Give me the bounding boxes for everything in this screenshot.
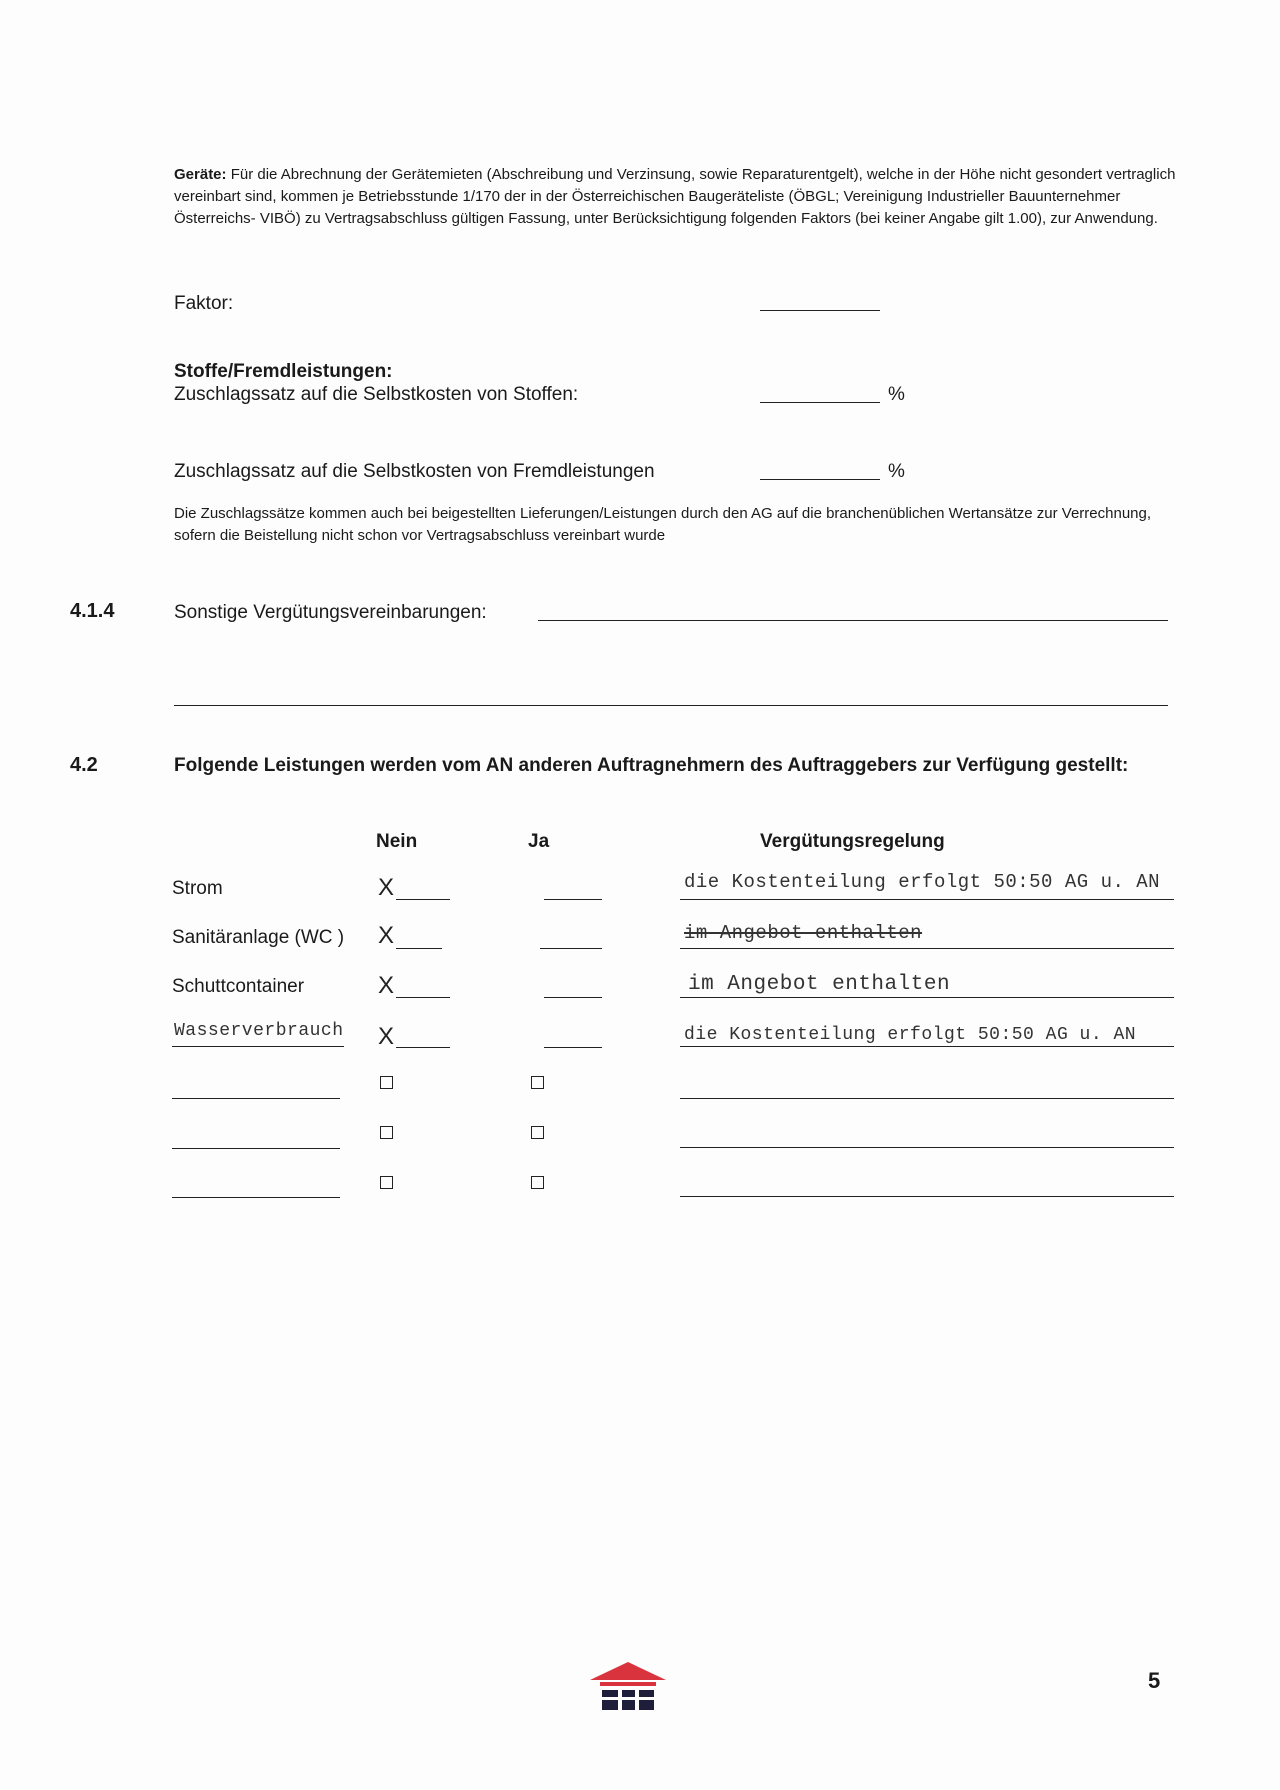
ja-checkbox[interactable]: [531, 1176, 544, 1189]
ja-field[interactable]: [540, 948, 602, 949]
logo-roof: [590, 1662, 666, 1680]
page-number: 5: [1148, 1668, 1161, 1693]
row-name: Wasserverbrauch: [174, 1021, 344, 1041]
faktor-field[interactable]: [760, 310, 880, 311]
stoffe-zuschlag-field[interactable]: [760, 402, 880, 403]
ja-field[interactable]: [544, 899, 602, 900]
fremd-zuschlag-field[interactable]: [760, 479, 880, 480]
row-name-field[interactable]: [172, 1197, 340, 1198]
regelung-field[interactable]: [680, 1147, 1174, 1148]
zuschlag-note: Die Zuschlagssätze kommen auch bei beigestellten Lieferungen/Leistungen durch den AG auf die branchenüblichen Wertansätze zur Verrechnung, sofern die Beistellung nicht schon vor Vertragsabschluss vereinbart wurde: [174, 505, 1152, 544]
nein-field[interactable]: [396, 997, 450, 998]
regelung-value: die Kostenteilung erfolgt 50:50 AG u. AN: [684, 1025, 1137, 1045]
nein-checkmark: X: [378, 922, 395, 949]
fremd-percent: %: [888, 461, 905, 482]
ja-field[interactable]: [544, 1047, 602, 1048]
sonstige-field-2[interactable]: [174, 705, 1168, 706]
regelung-field[interactable]: [680, 1046, 1174, 1047]
nein-checkmark: X: [378, 972, 395, 999]
regelung-value: im Angebot enthalten: [688, 973, 951, 996]
section-42-heading: Folgende Leistungen werden vom AN anderen Auftragnehmern des Auftraggebers zur Verfügung gestellt:: [174, 755, 1129, 776]
nein-checkmark: X: [378, 1023, 395, 1050]
stoffe-zuschlag-label: Zuschlagssatz auf die Selbstkosten von Stoffen:: [174, 384, 579, 405]
faktor-label: Faktor:: [174, 293, 234, 314]
col-nein-header: Nein: [376, 831, 418, 852]
fremd-zuschlag-label: Zuschlagssatz auf die Selbstkosten von Fremdleistungen: [174, 461, 655, 482]
regelung-field[interactable]: [680, 1196, 1174, 1197]
nein-checkbox[interactable]: [380, 1176, 393, 1189]
col-verguetung-header: Vergütungsregelung: [760, 831, 945, 852]
nein-checkmark: X: [378, 874, 395, 901]
section-42-number: 4.2: [70, 754, 98, 776]
col-ja-header: Ja: [528, 831, 550, 852]
regelung-field[interactable]: [680, 948, 1174, 949]
stoffe-percent: %: [888, 384, 905, 405]
geraete-text: Für die Abrechnung der Gerätemieten (Abschreibung und Verzinsung, sowie Reparaturentgelt), welche in der Höhe nicht gesondert vertraglich vereinbart sind, kommen je Betriebsstunde 1/170 der in der Österreichischen Baugeräteliste (ÖBGL; Vereinigung Industrieller Bauunternehmer Österreichs- VIBÖ) zu Vertragsabschluss gültigen Fassung, unter Berücksichtigung folgenden Faktors (bei keiner Angabe gilt 1.00), zur Anwendung.: [174, 166, 1176, 227]
regelung-field[interactable]: [680, 899, 1174, 900]
geraete-label: Geräte:: [174, 166, 227, 183]
nein-field[interactable]: [396, 1047, 450, 1048]
ja-checkbox[interactable]: [531, 1126, 544, 1139]
regelung-field[interactable]: [680, 997, 1174, 998]
ja-field[interactable]: [544, 997, 602, 998]
ja-checkbox[interactable]: [531, 1076, 544, 1089]
regelung-field[interactable]: [680, 1098, 1174, 1099]
sonstige-field-1[interactable]: [538, 620, 1168, 621]
row-name-field[interactable]: [172, 1098, 340, 1099]
stoffe-heading: Stoffe/Fremdleistungen:: [174, 361, 393, 382]
geraete-paragraph: [174, 164, 1190, 230]
row-name: Schuttcontainer: [172, 976, 305, 997]
regelung-value: die Kostenteilung erfolgt 50:50 AG u. AN: [684, 871, 1161, 893]
row-name-field[interactable]: [172, 1046, 344, 1047]
nein-checkbox[interactable]: [380, 1126, 393, 1139]
nein-field[interactable]: [396, 948, 442, 949]
section-414-number: 4.1.4: [70, 600, 115, 622]
regelung-value-struck: im Angebot enthalten: [684, 922, 923, 944]
row-name-field[interactable]: [172, 1148, 340, 1149]
row-name: Strom: [172, 878, 223, 899]
company-logo-icon: [588, 1660, 668, 1712]
nein-checkbox[interactable]: [380, 1076, 393, 1089]
row-name: Sanitäranlage (WC ): [172, 927, 345, 948]
section-414-label: Sonstige Vergütungsvereinbarungen:: [174, 602, 487, 623]
nein-field[interactable]: [396, 899, 450, 900]
